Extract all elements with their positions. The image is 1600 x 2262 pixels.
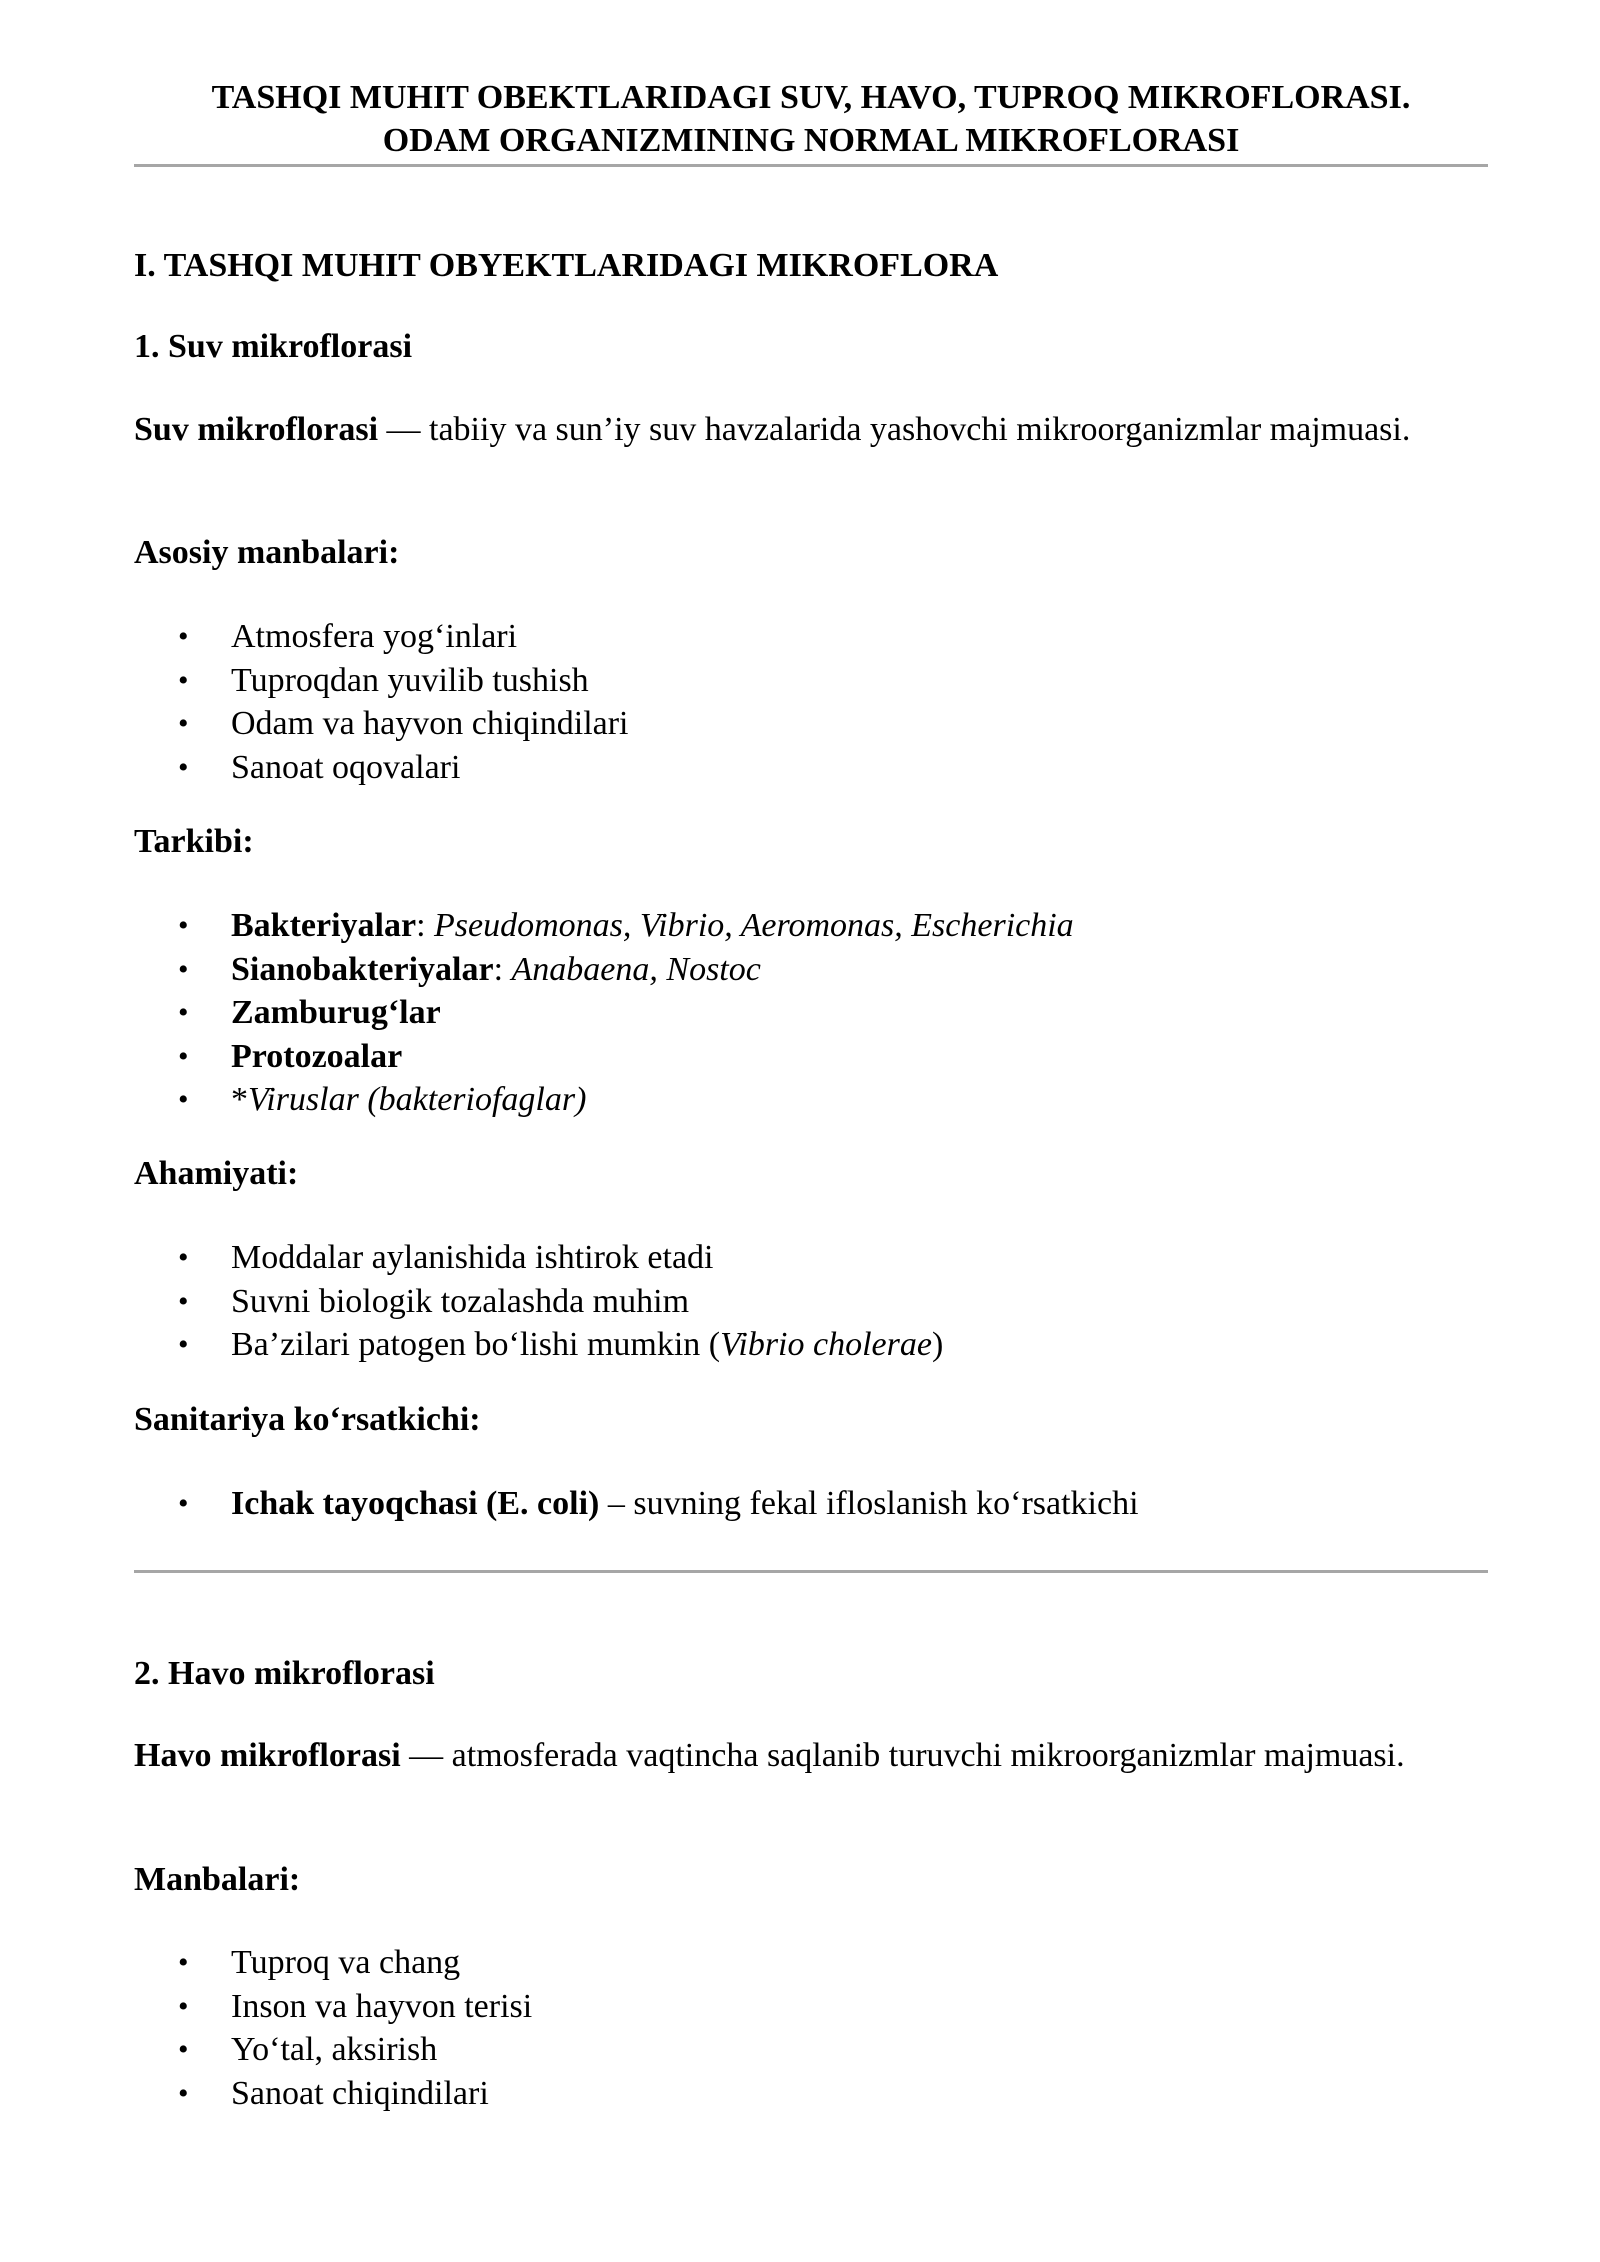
- separator: :: [416, 907, 435, 944]
- species-name: Vibrio cholerae: [720, 1326, 932, 1363]
- bullet: •: [178, 909, 189, 942]
- bullet: •: [178, 1328, 189, 1361]
- bullet: •: [178, 707, 189, 740]
- bullet: •: [178, 1039, 189, 1073]
- list-item-text: Ba’zilari patogen bo‘lishi mumkin (: [231, 1326, 721, 1363]
- list-item-text: Sanoat chiqindilari: [231, 2074, 489, 2112]
- bullet: •: [178, 1241, 189, 1274]
- water-importance-label: Ahamiyati:: [134, 1155, 299, 1192]
- list-item-text: Yo‘tal, aksirish: [231, 2031, 438, 2068]
- list-item: [134, 1941, 1488, 1985]
- bullet: •: [178, 2033, 189, 2066]
- water-composition-label: Tarkibi:: [134, 823, 254, 860]
- water-definition-term: Suv mikroflorasi: [134, 411, 379, 448]
- bullet: •: [178, 952, 189, 986]
- list-item: [134, 991, 1488, 1035]
- bacteria-examples: Pseudomonas, Vibrio, Aeromonas, Escherichia: [434, 907, 1074, 944]
- sanitary-text: – suvning fekal ifloslanish ko‘rsatkichi: [599, 1485, 1139, 1522]
- bullet: •: [178, 1083, 189, 1116]
- list-item-text: Atmosfera yog‘inlari: [231, 618, 518, 655]
- bullet: •: [178, 750, 189, 784]
- list-item: [134, 746, 1488, 790]
- protozoa-term: Protozoalar: [231, 1037, 403, 1075]
- water-heading: 1. Suv mikroflorasi: [134, 328, 413, 365]
- title-line-1: TASHQI MUHIT OBEKTLARIDAGI SUV, HAVO, TUPROQ MIKROFLORASI.: [211, 79, 1411, 116]
- water-importance-list: [134, 1236, 1488, 1367]
- bacteria-term: Bakteriyalar: [231, 907, 417, 944]
- air-heading: 2. Havo mikroflorasi: [134, 1655, 435, 1692]
- list-item: [134, 1078, 1488, 1122]
- water-sources-list: [134, 615, 1488, 789]
- list-item-text: Inson va hayvon terisi: [231, 1987, 533, 2025]
- viruses-text: Viruslar (bakteriofaglar): [248, 1081, 587, 1118]
- list-item: [134, 1323, 1488, 1367]
- cyanobacteria-term: Sianobakteriyalar: [231, 950, 494, 988]
- fungi-term: Zamburug‘lar: [231, 994, 441, 1031]
- list-item-text: ): [931, 1326, 944, 1363]
- list-item: [134, 1280, 1488, 1324]
- list-item-text: Suvni biologik tozalashda muhim: [231, 1282, 690, 1320]
- bullet: •: [178, 1487, 189, 1520]
- separator: :: [493, 950, 512, 988]
- bullet: •: [178, 2076, 189, 2110]
- sanitary-term: Ichak tayoqchasi (E. coli): [231, 1485, 600, 1522]
- title-divider: [134, 164, 1488, 167]
- water-definition: [134, 408, 1488, 452]
- bullet: •: [178, 1989, 189, 2023]
- air-sources-list: [134, 1941, 1488, 2115]
- list-item: [134, 948, 1488, 992]
- list-item-text: Tuproq va chang: [231, 1944, 461, 1981]
- list-item: [134, 615, 1488, 659]
- list-item: [134, 1236, 1488, 1280]
- water-definition-text: — tabiiy va sun’iy suv havzalarida yashovchi mikroorganizmlar majmuasi.: [378, 411, 1411, 448]
- cyanobacteria-examples: Anabaena, Nostoc: [511, 950, 761, 988]
- asterisk: *: [231, 1081, 248, 1118]
- air-definition-term: Havo mikroflorasi: [134, 1737, 401, 1774]
- list-item-text: Tuproqdan yuvilib tushish: [231, 661, 589, 699]
- bullet: •: [178, 663, 189, 697]
- list-item: [134, 659, 1488, 703]
- air-sources-label: Manbalari:: [134, 1861, 301, 1898]
- section-heading: I. TASHQI MUHIT OBYEKTLARIDAGI MIKROFLORA: [134, 247, 999, 284]
- list-item: [134, 1482, 1488, 1526]
- list-item: [134, 2028, 1488, 2072]
- title-line-2: ODAM ORGANIZMINING NORMAL MIKROFLORASI: [382, 122, 1240, 159]
- list-item: [134, 1985, 1488, 2029]
- air-definition-text: — atmosferada vaqtincha saqlanib turuvchi mikroorganizmlar majmuasi.: [400, 1737, 1405, 1774]
- bullet: •: [178, 996, 189, 1029]
- air-definition: [134, 1734, 1488, 1778]
- list-item: [134, 904, 1488, 948]
- water-sanitary-list: [134, 1482, 1488, 1526]
- list-item: [134, 2072, 1488, 2116]
- list-item-text: Moddalar aylanishida ishtirok etadi: [231, 1239, 714, 1276]
- list-item-text: Sanoat oqovalari: [231, 748, 461, 786]
- section-divider: [134, 1570, 1488, 1573]
- water-composition-list: [134, 904, 1488, 1122]
- document-title: [134, 76, 1488, 162]
- bullet: •: [178, 1284, 189, 1318]
- water-sanitary-label: Sanitariya ko‘rsatkichi:: [134, 1401, 481, 1438]
- list-item: [134, 1035, 1488, 1079]
- water-sources-label: Asosiy manbalari:: [134, 534, 400, 571]
- list-item: [134, 702, 1488, 746]
- bullet: •: [178, 1946, 189, 1979]
- bullet: •: [178, 620, 189, 653]
- list-item-text: Odam va hayvon chiqindilari: [231, 705, 629, 742]
